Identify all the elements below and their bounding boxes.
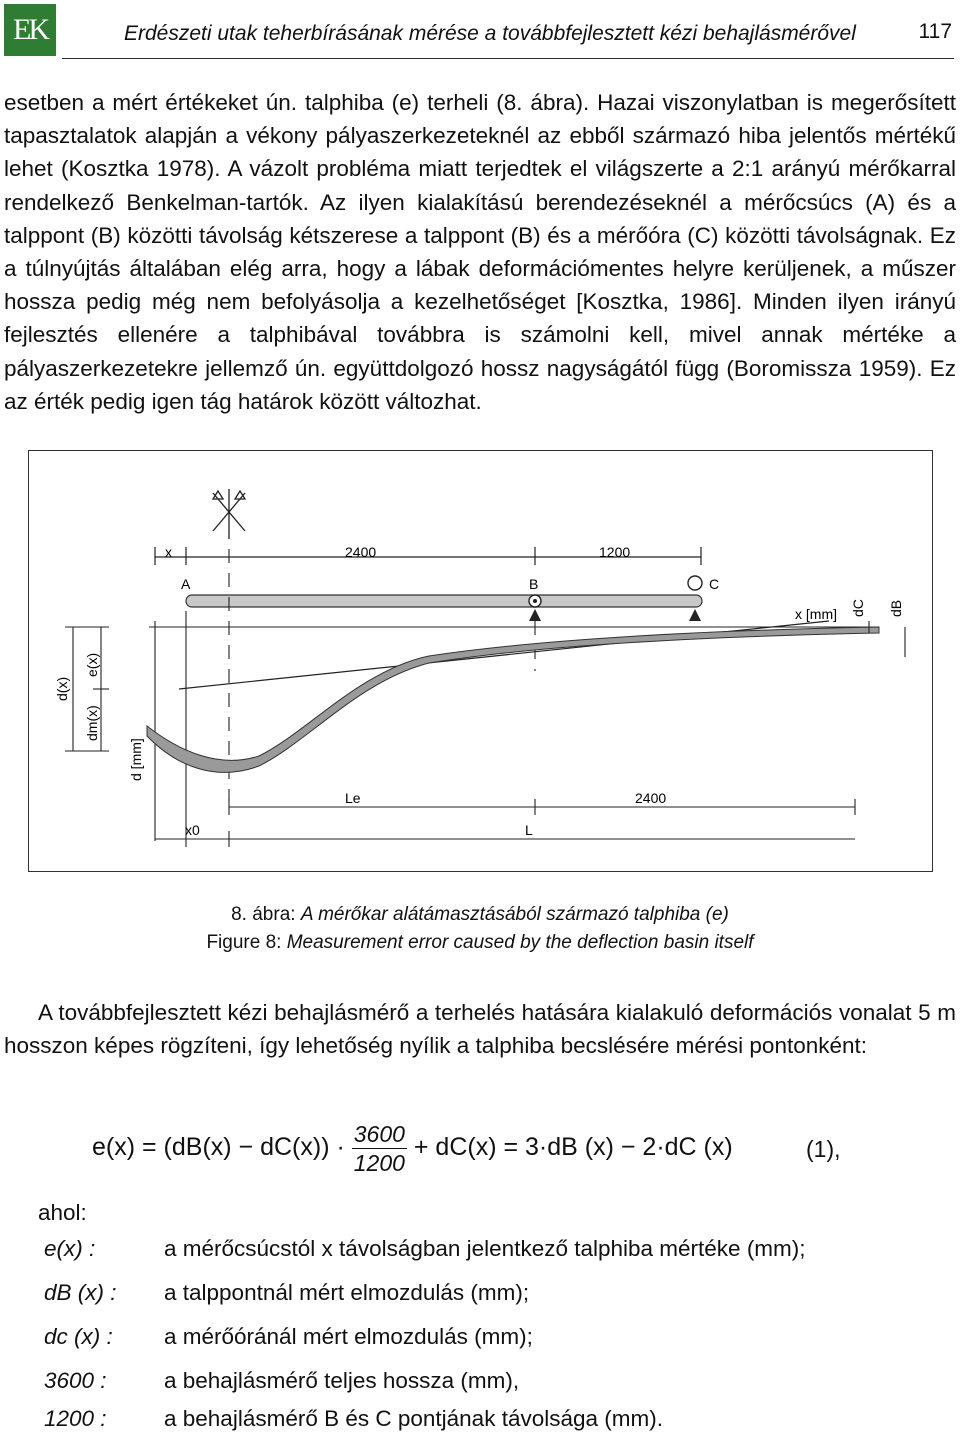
label-B: B (529, 576, 539, 592)
def-symbol: dc (x) : (44, 1324, 113, 1349)
figure-caption-hu: 8. ábra: A mérőkar alátámasztásából származó talphiba (e) (231, 904, 729, 925)
def-symbol: 3600 : (44, 1368, 107, 1393)
def-text: a mérőcsúcstól x távolságban jelentkező talphiba mértéke (mm); (164, 1236, 806, 1261)
load-symbol (213, 489, 245, 539)
label-dC: dC (850, 599, 866, 617)
label-d-x: d(x) (54, 676, 70, 701)
definitions-intro: ahol: (38, 1200, 87, 1225)
label-L: L (525, 822, 533, 838)
paragraph-1: esetben a mért értékeket ún. talphiba (e) terheli (8. ábra). Hazai viszonylatban is megerősített tapasztalatok alapján a vékony pályaszerkezeteknél az ebből származó hiba jelentős mértékű lehet (Kosztka 1978). A vázolt probléma miatt terjedtek el világszerte a 2:1 arányú mérőkarral rendelkező Benkelman-tartók. Az ilyen kialakítású berendezéseknél a mérőcsúcs (A) és a talppont (B) közötti távolság kétszerese a talppont (B) és a mérőóra (C) közötti távolságnak. Ez a túlnyújtás általában elég arra, hogy a lábak deformációmentes helyre kerüljenek, a műszer hossza pedig még nem befolyásolja a kezelhetőséget [Kosztka, 1986]. Minden ilyen irányú fejlesztés ellenére a talphibával továbbra is számolni kell, mivel annak mértéke a pályaszerkezetekre jellemző ún. együttdolgozó hossz nagyságától függ (Boromissza 1959). Ez az érték pedig igen tág határok között változhat. (4, 90, 956, 414)
running-title: Erdészeti utak teherbírásának mérése a továbbfejlesztett kézi behajlásmérővel (124, 22, 856, 45)
dial-gauge-icon (688, 576, 702, 590)
page-number: 117 (918, 20, 952, 43)
deflection-diagram (29, 451, 932, 871)
def-symbol: 1200 : (44, 1406, 107, 1431)
paragraph-2: A továbbfejlesztett kézi behajlásmérő a terhelés hatására kialakuló deformációs vonalat 5 m hosszon képes rögzíteni, így lehetőség nyílik a talphiba becslésére mérési pontonként: (4, 1000, 956, 1059)
journal-logo: EK (4, 4, 56, 56)
def-text: a behajlásmérő B és C pontjának távolsága (mm). (164, 1406, 663, 1431)
deflection-basin (147, 627, 879, 772)
label-Le: Le (345, 790, 361, 806)
label-A: A (181, 576, 191, 592)
measuring-beam (186, 595, 702, 607)
equation-1 (92, 1120, 733, 1177)
def-symbol: dB (x) : (44, 1280, 117, 1305)
label-dm-x: dm(x) (84, 705, 100, 741)
equation-number: (1), (806, 1136, 841, 1162)
label-x: x (165, 544, 172, 560)
def-text: a behajlásmérő teljes hossza (mm), (164, 1368, 520, 1393)
equation-lhs: e(x) = (dB(x) − dC(x)) · (92, 1133, 345, 1162)
label-x-mm: x [mm] (795, 606, 837, 622)
def-symbol: e(x) : (44, 1236, 96, 1261)
figure-8 (28, 450, 933, 872)
header-rule (62, 58, 954, 59)
label-2400-top: 2400 (345, 544, 377, 560)
equation-rhs: + dC(x) = 3·dB (x) − 2·dC (x) (413, 1133, 733, 1162)
label-2400-bottom: 2400 (635, 790, 667, 806)
label-d-mm: d [mm] (128, 738, 144, 781)
figure-caption-en: Figure 8: Measurement error caused by the deflection basin itself (206, 932, 754, 953)
label-x0: x0 (185, 822, 200, 838)
label-dB: dB (888, 599, 904, 617)
def-text: a mérőóránál mért elmozdulás (mm); (164, 1324, 533, 1349)
label-e-x: e(x) (84, 652, 100, 677)
equation-fraction: $\frac{3600}{1200}$ (353, 1121, 405, 1176)
label-C: C (709, 576, 720, 592)
label-1200: 1200 (599, 544, 631, 560)
def-text: a talppontnál mért elmozdulás (mm); (164, 1280, 530, 1305)
